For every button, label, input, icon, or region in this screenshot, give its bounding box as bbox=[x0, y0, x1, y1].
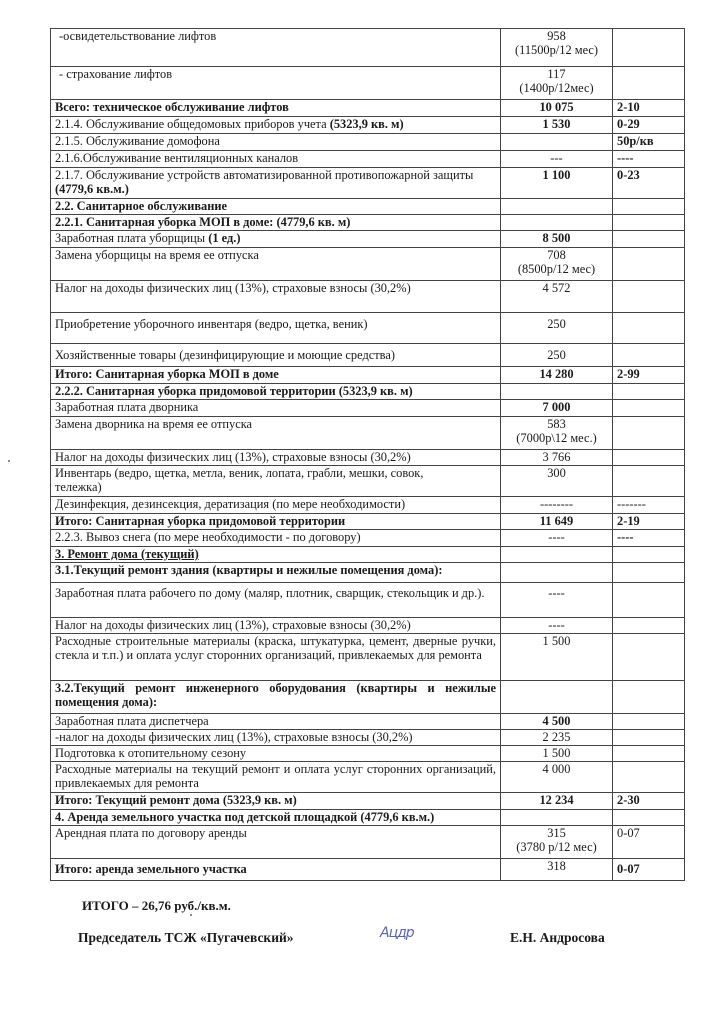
signatory-name: Е.Н. Андросова bbox=[510, 930, 605, 945]
table-row bbox=[51, 231, 685, 248]
row-rate bbox=[613, 762, 685, 793]
grand-total: ИТОГО – 26,76 руб./кв.м. bbox=[82, 898, 231, 913]
row-label: Подготовка к отопительному сезону bbox=[51, 746, 501, 762]
table-row bbox=[51, 168, 685, 199]
row-amount bbox=[501, 681, 613, 714]
row-rate bbox=[613, 634, 685, 681]
row-amount: 12 234 bbox=[501, 793, 613, 810]
row-amount: 117 (1400р/12мес) bbox=[501, 67, 613, 100]
row-rate: 2-10 bbox=[613, 100, 685, 117]
row-amount: 318 bbox=[501, 859, 613, 881]
row-label: Итого: Санитарная уборка придомовой территории bbox=[51, 514, 501, 530]
row-amount: 4 572 bbox=[501, 281, 613, 313]
row-label: 2.1.5. Обслуживание домофона bbox=[51, 134, 501, 151]
table-row bbox=[51, 281, 685, 313]
row-amount bbox=[501, 563, 613, 583]
row-label: Налог на доходы физических лиц (13%), страховые взносы (30,2%) bbox=[51, 450, 501, 466]
row-label: Заработная плата диспетчера bbox=[51, 714, 501, 730]
row-amount: ---- bbox=[501, 530, 613, 547]
row-amount: 1 100 bbox=[501, 168, 613, 199]
table-row-total bbox=[51, 367, 685, 384]
table-row bbox=[51, 714, 685, 730]
row-label: Итого: аренда земельного участка bbox=[51, 859, 501, 881]
row-rate bbox=[613, 618, 685, 634]
table-row-section bbox=[51, 681, 685, 714]
table-row-section bbox=[51, 215, 685, 231]
row-rate bbox=[613, 746, 685, 762]
row-label: -налог на доходы физических лиц (13%), страховые взносы (30,2%) bbox=[51, 730, 501, 746]
table-row bbox=[51, 826, 685, 859]
row-rate bbox=[613, 417, 685, 450]
row-amount bbox=[501, 134, 613, 151]
row-amount bbox=[501, 384, 613, 400]
table-row bbox=[51, 762, 685, 793]
row-rate bbox=[613, 810, 685, 826]
table-row bbox=[51, 29, 685, 67]
table-row bbox=[51, 746, 685, 762]
row-rate bbox=[613, 215, 685, 231]
row-amount: 708 (8500р/12 мес) bbox=[501, 248, 613, 281]
table-row bbox=[51, 67, 685, 100]
row-label: Хозяйственные товары (дезинфицирующие и моющие средства) bbox=[51, 344, 501, 367]
row-rate bbox=[613, 681, 685, 714]
row-rate bbox=[613, 730, 685, 746]
row-amount: 315 (3780 р/12 мес) bbox=[501, 826, 613, 859]
row-rate bbox=[613, 231, 685, 248]
scan-speck bbox=[190, 914, 192, 916]
row-amount: ---- bbox=[501, 618, 613, 634]
row-amount: 4 000 bbox=[501, 762, 613, 793]
table-row bbox=[51, 634, 685, 681]
row-rate: 50р/кв bbox=[613, 134, 685, 151]
row-rate bbox=[613, 281, 685, 313]
row-rate bbox=[613, 400, 685, 417]
table-row-section bbox=[51, 384, 685, 400]
table-row bbox=[51, 466, 685, 497]
row-label: Расходные строительные материалы (краска, штукатурка, цемент, дверные ручки, стекла и т.п.) и оплата услуг сторонних организаций, привлекаемых для ремонта bbox=[51, 634, 501, 681]
row-label: Заработная плата рабочего по дому (маляр, плотник, сварщик, стекольщик и др.). bbox=[51, 583, 501, 618]
table-row bbox=[51, 730, 685, 746]
table-row-total bbox=[51, 100, 685, 117]
row-amount: -------- bbox=[501, 497, 613, 514]
row-rate bbox=[613, 67, 685, 100]
row-label: Замена дворника на время ее отпуска bbox=[51, 417, 501, 450]
row-rate: 0-07 bbox=[613, 826, 685, 859]
row-rate: 0-07 bbox=[613, 859, 685, 881]
row-label: Налог на доходы физических лиц (13%), страховые взносы (30,2%) bbox=[51, 281, 501, 313]
row-label: Расходные материалы на текущий ремонт и оплата услуг сторонних организаций, привлекаемых для ремонта bbox=[51, 762, 501, 793]
row-rate bbox=[613, 547, 685, 563]
table-row-section bbox=[51, 547, 685, 563]
row-rate: 0-23 bbox=[613, 168, 685, 199]
table-row-total bbox=[51, 514, 685, 530]
row-label: Дезинфекция, дезинсекция, дератизация (по мере необходимости) bbox=[51, 497, 501, 514]
row-label: Налог на доходы физических лиц (13%), страховые взносы (30,2%) bbox=[51, 618, 501, 634]
row-label: Инвентарь (ведро, щетка, метла, веник, лопата, грабли, мешки, совок, тележка) bbox=[51, 466, 501, 497]
table-row bbox=[51, 134, 685, 151]
row-amount: 250 bbox=[501, 313, 613, 344]
row-label: - страхование лифтов bbox=[51, 67, 501, 100]
table-row bbox=[51, 151, 685, 168]
table-row bbox=[51, 248, 685, 281]
row-amount: 300 bbox=[501, 466, 613, 497]
table-row bbox=[51, 530, 685, 547]
row-label: 2.1.7. Обслуживание устройств автоматизированной противопожарной защиты (4779,6 кв.м.) bbox=[51, 168, 501, 199]
table-row-total bbox=[51, 859, 685, 881]
row-rate: 2-19 bbox=[613, 514, 685, 530]
row-label: Итого: Санитарная уборка МОП в доме bbox=[51, 367, 501, 384]
row-amount bbox=[501, 199, 613, 215]
table-row bbox=[51, 417, 685, 450]
row-amount: ---- bbox=[501, 583, 613, 618]
budget-table bbox=[50, 28, 685, 881]
section-heading: 3.1.Текущий ремонт здания (квартиры и нежилые помещения дома): bbox=[51, 563, 501, 583]
row-rate: ------- bbox=[613, 497, 685, 514]
section-heading: 3.2.Текущий ремонт инженерного оборудования (квартиры и нежилые помещения дома): bbox=[51, 681, 501, 714]
row-amount: 958 (11500р/12 мес) bbox=[501, 29, 613, 67]
row-rate bbox=[613, 344, 685, 367]
row-label: Приобретение уборочного инвентаря (ведро, щетка, веник) bbox=[51, 313, 501, 344]
row-amount: 1 500 bbox=[501, 746, 613, 762]
row-label: Заработная плата уборщицы (1 ед.) bbox=[51, 231, 501, 248]
document-page bbox=[50, 28, 684, 881]
section-heading: 3. Ремонт дома (текущий) bbox=[51, 547, 501, 563]
table-row bbox=[51, 618, 685, 634]
row-amount: 7 000 bbox=[501, 400, 613, 417]
table-row bbox=[51, 450, 685, 466]
row-amount: 4 500 bbox=[501, 714, 613, 730]
table-row bbox=[51, 400, 685, 417]
row-label: 2.1.4. Обслуживание общедомовых приборов учета (5323,9 кв. м) bbox=[51, 117, 501, 134]
scan-speck bbox=[8, 460, 10, 462]
row-amount: --- bbox=[501, 151, 613, 168]
row-label: 2.2.3. Вывоз снега (по мере необходимости - по договору) bbox=[51, 530, 501, 547]
row-label: Итого: Текущий ремонт дома (5323,9 кв. м) bbox=[51, 793, 501, 810]
row-label: Всего: техническое обслуживание лифтов bbox=[51, 100, 501, 117]
table-row-section bbox=[51, 199, 685, 215]
row-rate bbox=[613, 313, 685, 344]
row-label: Арендная плата по договору аренды bbox=[51, 826, 501, 859]
row-amount: 10 075 bbox=[501, 100, 613, 117]
table-row bbox=[51, 313, 685, 344]
row-rate bbox=[613, 384, 685, 400]
row-rate bbox=[613, 714, 685, 730]
row-amount: 11 649 bbox=[501, 514, 613, 530]
section-heading: 2.2.1. Санитарная уборка МОП в доме: (4779,6 кв. м) bbox=[51, 215, 501, 231]
section-heading: 2.2. Санитарное обслуживание bbox=[51, 199, 501, 215]
row-amount: 250 bbox=[501, 344, 613, 367]
table-row bbox=[51, 497, 685, 514]
handwritten-signature: Ацдр bbox=[380, 925, 414, 941]
row-rate: ---- bbox=[613, 151, 685, 168]
row-amount: 8 500 bbox=[501, 231, 613, 248]
table-row-total bbox=[51, 793, 685, 810]
row-label: Замена уборщицы на время ее отпуска bbox=[51, 248, 501, 281]
row-rate bbox=[613, 583, 685, 618]
signatory-role: Председатель ТСЖ «Пугачевский» bbox=[78, 930, 294, 945]
row-label: 2.1.6.Обслуживание вентиляционных каналов bbox=[51, 151, 501, 168]
table-row-section bbox=[51, 563, 685, 583]
row-amount bbox=[501, 547, 613, 563]
row-amount: 1 500 bbox=[501, 634, 613, 681]
row-amount: 2 235 bbox=[501, 730, 613, 746]
row-label: -освидетельствование лифтов bbox=[51, 29, 501, 67]
row-amount: 583 (7000р\12 мес.) bbox=[501, 417, 613, 450]
row-rate bbox=[613, 248, 685, 281]
row-amount bbox=[501, 215, 613, 231]
section-heading: 2.2.2. Санитарная уборка придомовой территории (5323,9 кв. м) bbox=[51, 384, 501, 400]
row-amount bbox=[501, 810, 613, 826]
row-rate bbox=[613, 29, 685, 67]
section-heading: 4. Аренда земельного участка под детской площадкой (4779,6 кв.м.) bbox=[51, 810, 501, 826]
row-amount: 3 766 bbox=[501, 450, 613, 466]
table-row bbox=[51, 344, 685, 367]
row-rate bbox=[613, 466, 685, 497]
row-rate: ---- bbox=[613, 530, 685, 547]
row-rate: 2-99 bbox=[613, 367, 685, 384]
table-row bbox=[51, 117, 685, 134]
row-rate: 2-30 bbox=[613, 793, 685, 810]
row-label: Заработная плата дворника bbox=[51, 400, 501, 417]
row-amount: 14 280 bbox=[501, 367, 613, 384]
row-rate bbox=[613, 450, 685, 466]
row-rate: 0-29 bbox=[613, 117, 685, 134]
table-row-section bbox=[51, 810, 685, 826]
row-rate bbox=[613, 199, 685, 215]
row-rate bbox=[613, 563, 685, 583]
table-row bbox=[51, 583, 685, 618]
row-amount: 1 530 bbox=[501, 117, 613, 134]
